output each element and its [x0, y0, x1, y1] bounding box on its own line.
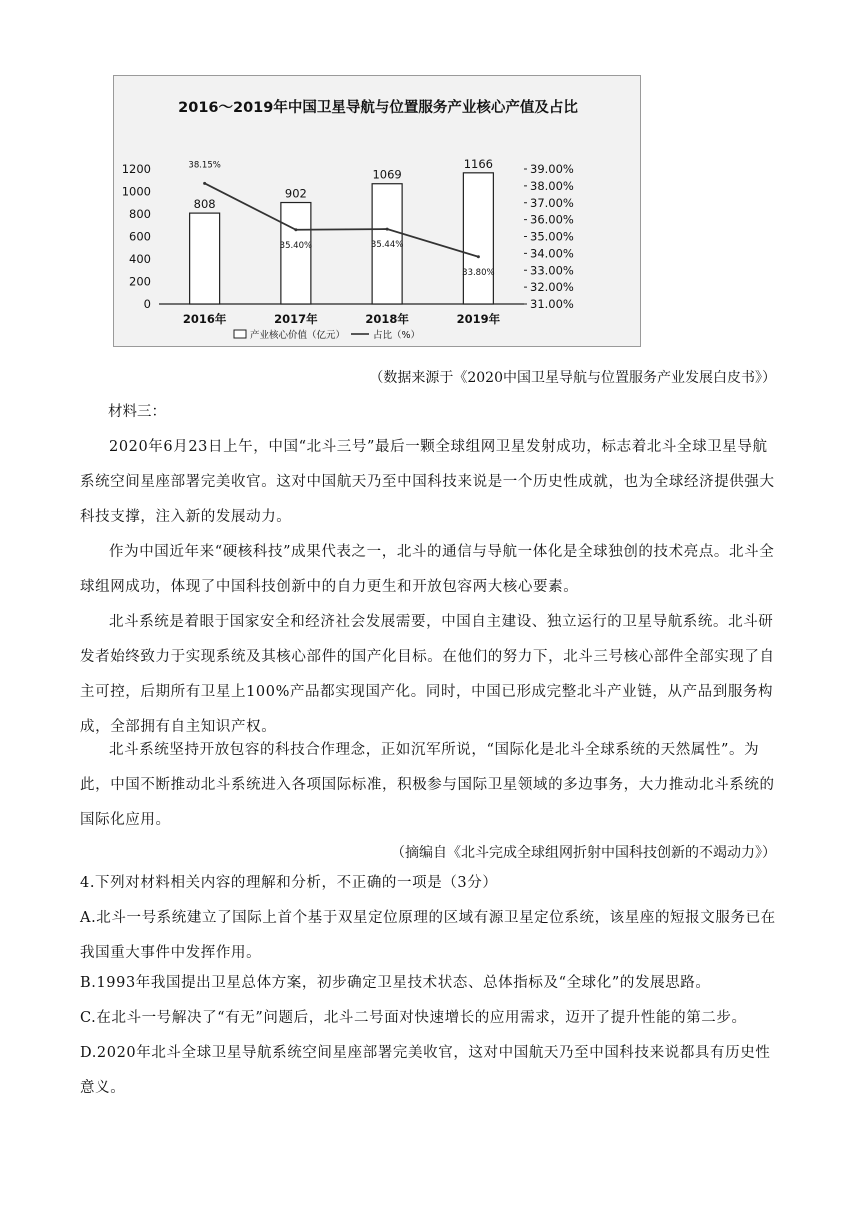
share-value-label: 35.44% [370, 240, 404, 251]
y-left-tick-label: 600 [129, 229, 151, 244]
citation-note: （摘编自《北斗完成全球组网折射中国科技创新的不竭动力》） [391, 845, 776, 861]
data-source-note: （数据来源于《2020中国卫星导航与位置服务产业发展白皮书》） [369, 370, 776, 386]
y-right-tick-label: 33.00% [530, 263, 574, 278]
question-stem: 4.下列对材料相关内容的理解和分析，不正确的一项是（3分） [80, 875, 498, 891]
x-tick-label: 2018年 [365, 312, 409, 326]
y-left-tick-label: 1200 [121, 162, 151, 176]
y-right-tick-label: 34.00% [530, 246, 574, 261]
y-right-tick-label: 36.00% [530, 212, 574, 227]
bar-value-label: 808 [193, 197, 216, 212]
y-left-tick-label: 200 [129, 274, 151, 289]
material-paragraph-4: 北斗系统坚持开放包容的科技合作理念，正如沉军所说，“国际化是北斗全球系统的天然属性”。为此，中国不断推动北斗系统进入各项国际标准，积极参与国际卫星领域的多边事务，大力推动北斗系统的国际化应用。 [80, 742, 775, 828]
share-point [386, 228, 389, 231]
legend-line-label: 占比（%） [373, 330, 421, 341]
share-value-label: 33.80% [462, 267, 495, 278]
material-heading: 材料三： [108, 404, 166, 420]
bar [281, 203, 311, 304]
y-left-tick-label: 400 [129, 252, 151, 266]
share-line [205, 183, 479, 256]
x-tick-label: 2017年 [274, 312, 318, 326]
chart-svg [114, 76, 642, 348]
y-right-tick-label: 35.00% [530, 229, 574, 244]
share-point [294, 228, 297, 231]
bar [190, 213, 220, 304]
y-right-tick-label: 31.00% [530, 297, 574, 311]
material-paragraph-1: 2020年6月23日上午，中国“北斗三号”最后一颗全球组网卫星发射成功，标志着北斗全球卫星导航系统空间星座部署完美收官。这对中国航天乃至中国科技来说是一个历史性成就，也为全球经济提供强大科技支撑，注入新的发展动力。 [80, 439, 775, 525]
share-value-label: 38.15% [188, 160, 221, 171]
option-c: C.在北斗一号解决了“有无”问题后，北斗二号面对快速增长的应用需求，迈开了提升性能的第二步。 [80, 1010, 747, 1026]
y-right-tick-label: 37.00% [530, 195, 574, 210]
bar-value-label: 1069 [372, 167, 402, 182]
y-right-tick-label: 32.00% [530, 280, 574, 295]
chart-figure [113, 75, 641, 347]
option-b: B.1993年我国提出卫星总体方案，初步确定卫星技术状态、总体指标及“全球化”的发展思路。 [80, 975, 711, 991]
option-a: A.北斗一号系统建立了国际上首个基于双星定位原理的区域有源卫星定位系统，该星座的短报文服务已在我国重大事件中发挥作用。 [80, 910, 776, 961]
y-left-tick-label: 0 [143, 297, 151, 311]
legend-bar-label: 产业核心价值（亿元） [250, 330, 346, 341]
share-point [477, 255, 480, 258]
bar [463, 173, 493, 304]
x-tick-label: 2019年 [456, 312, 501, 326]
bar-value-label: 1166 [463, 156, 494, 171]
y-right-tick-label: 39.00% [530, 162, 574, 176]
y-right-tick-label: 38.00% [530, 178, 574, 193]
share-point [203, 182, 206, 185]
material-paragraph-2: 作为中国近年来“硬核科技”成果代表之一，北斗的通信与导航一体化是全球独创的技术亮点。北斗全球组网成功，体现了中国科技创新中的自力更生和开放包容两大核心要素。 [80, 544, 775, 595]
legend-bar-swatch [234, 330, 246, 338]
option-d: D.2020年北斗全球卫星导航系统空间星座部署完美收官，这对中国航天乃至中国科技来说都具有历史性意义。 [80, 1045, 771, 1096]
material-paragraph-3: 北斗系统是着眼于国家安全和经济社会发展需要，中国自主建设、独立运行的卫星导航系统。北斗研发者始终致力于实现系统及其核心部件的国产化目标。在他们的努力下，北斗三号核心部件全部实现了自主可控，后期所有卫星上100%产品都实现国产化。同时，中国已形成完整北斗产业链，从产品到服务构成，全部拥有自主知识产权。 [80, 614, 775, 735]
bar-value-label: 902 [284, 186, 307, 201]
y-left-tick-label: 800 [129, 207, 151, 221]
chart-title: 2016～2019年中国卫星导航与位置服务产业核心产值及占比 [178, 100, 578, 116]
share-value-label: 35.40% [279, 240, 313, 251]
x-tick-label: 2016年 [182, 312, 227, 326]
y-left-tick-label: 1000 [121, 184, 151, 199]
